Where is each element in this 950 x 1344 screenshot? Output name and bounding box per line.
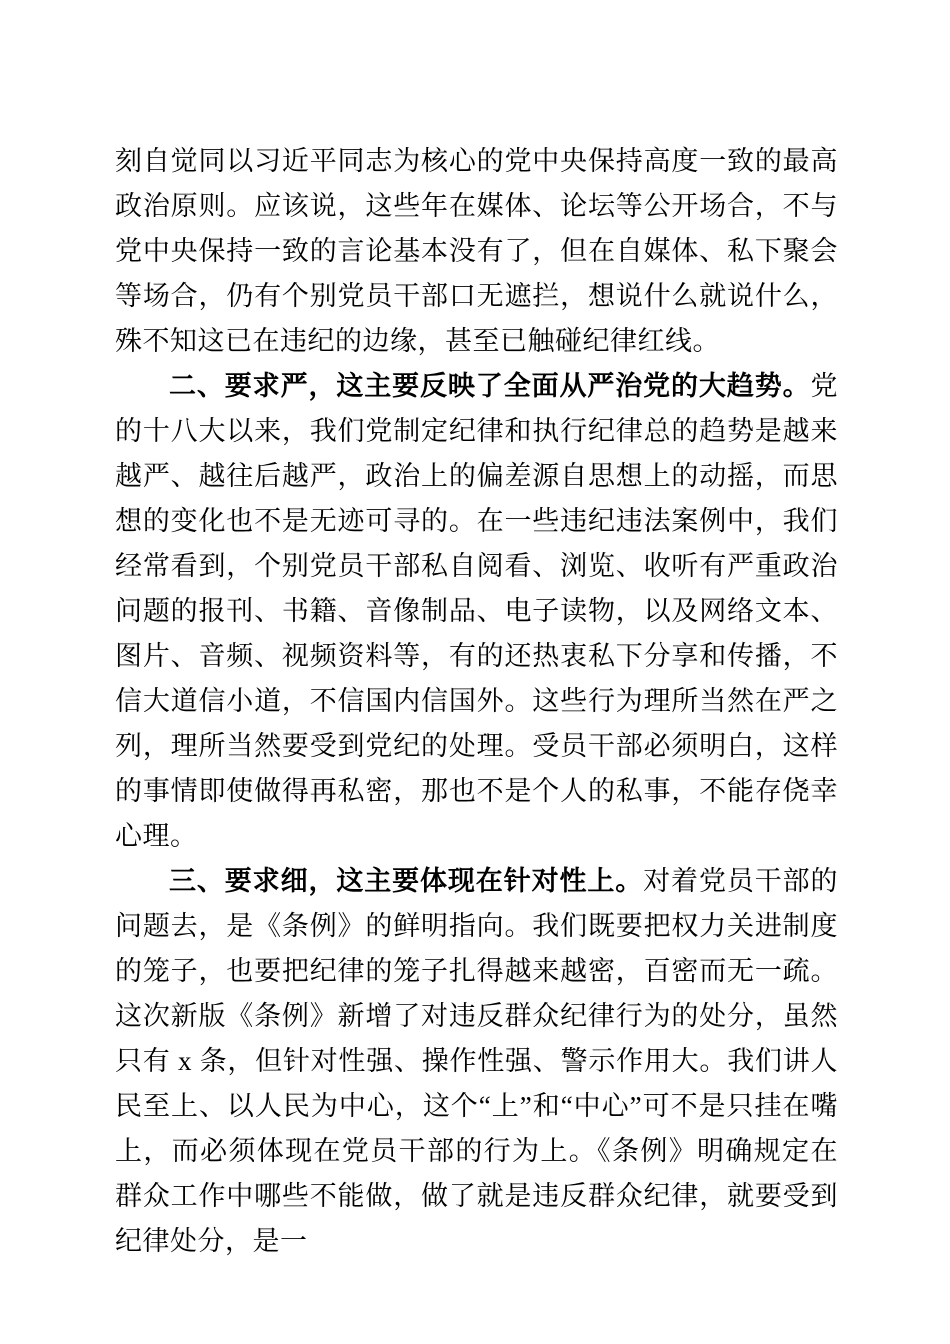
- paragraph-continuation: [115, 139, 838, 364]
- paragraph-body: 党的十八大以来，我们党制定纪律和执行纪律总的趋势是越来越严、越往后越严，政治上的偏差源自思想上的动摇，而思想的变化也不是无迹可寻的。在一些违纪违法案例中，我们经常看到，个别党员干部私自阅看、浏览、收听有严重政治问题的报刊、书籍、音像制品、电子读物，以及网络文本、图片、音频、视频资料等，有的还热衷私下分享和传播，不信大道信小道，不信国内信国外。这些行为理所当然在严之列，理所当然要受到党纪的处理。受员干部必须明白，这样的事情即使做得再私密，那也不是个人的私事，不能存侥幸心理。: [115, 371, 838, 851]
- paragraph-lead-bold: 二、要求严，这主要反映了全面从严治党的大趋势。: [169, 371, 811, 401]
- paragraph-section-three: [115, 859, 838, 1264]
- paragraph-body: 刻自觉同以习近平同志为核心的党中央保持高度一致的最高政治原则。应该说，这些年在媒体、论坛等公开场合，不与党中央保持一致的言论基本没有了，但在自媒体、私下聚会等场合，仍有个别党员干部口无遮拦，想说什么就说什么，殊不知这已在违纪的边缘，甚至已触碰纪律红线。: [115, 146, 838, 356]
- paragraph-section-two: [115, 364, 838, 859]
- paragraph-lead-bold: 三、要求细，这主要体现在针对性上。: [169, 866, 644, 896]
- paragraph-body: 对着党员干部的问题去，是《条例》的鲜明指向。我们既要把权力关进制度的笼子，也要把纪律的笼子扎得越来越密，百密而无一疏。这次新版《条例》新增了对违反群众纪律行为的处分，虽然只有 x 条，但针对性强、操作性强、警示作用大。我们讲人民至上、以人民为中心，这个“上”和“中心”可不是只挂在嘴上，而必须体现在党员干部的行为上。《条例》明确规定在群众工作中哪些不能做，做了就是违反群众纪律，就要受到纪律处分，是一: [115, 866, 839, 1256]
